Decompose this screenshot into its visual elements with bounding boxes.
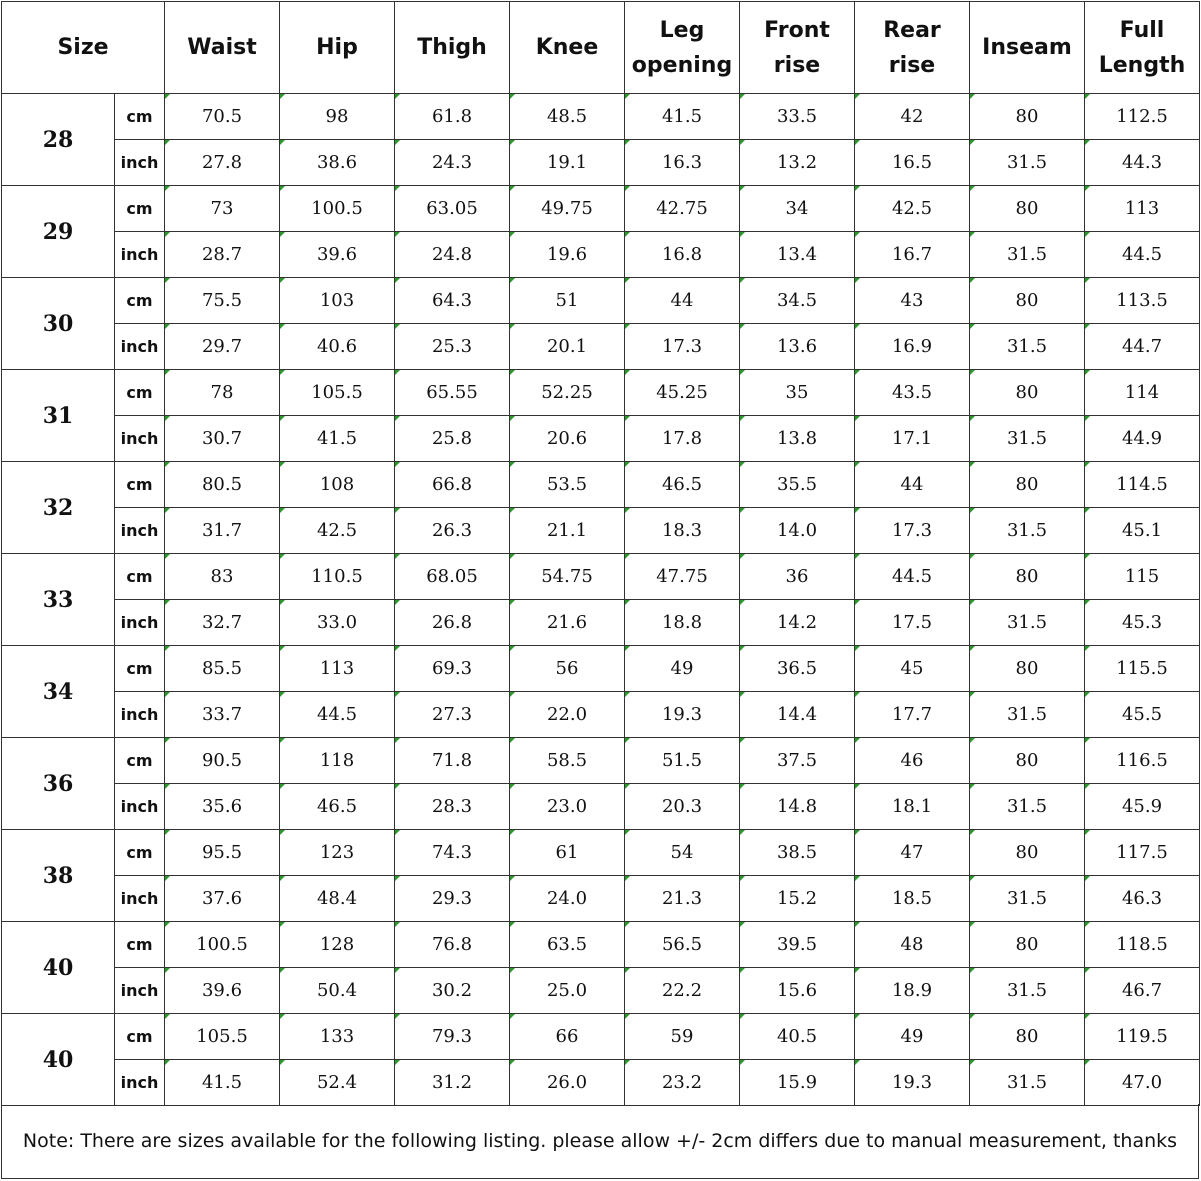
measurement-cell: 14.8 [740,784,855,830]
measurement-cell: 18.8 [625,600,740,646]
measurement-cell: 23.2 [625,1060,740,1106]
measurement-cell: 30.2 [395,968,510,1014]
table-row [2,370,1200,416]
measurement-cell: 42.75 [625,186,740,232]
unit-label-inch: inch [115,692,165,738]
size-label: 38 [2,830,115,922]
measurement-cell: 95.5 [165,830,280,876]
unit-label-inch: inch [115,508,165,554]
measurement-cell: 63.05 [395,186,510,232]
measurement-cell: 33.0 [280,600,395,646]
measurement-cell: 105.5 [165,1014,280,1060]
measurement-cell: 80 [970,186,1085,232]
measurement-cell: 80 [970,1014,1085,1060]
measurement-cell: 45.1 [1085,508,1200,554]
measurement-cell: 33.7 [165,692,280,738]
measurement-cell: 110.5 [280,554,395,600]
unit-label-inch: inch [115,232,165,278]
table-row [2,600,1200,646]
measurement-cell: 123 [280,830,395,876]
measurement-cell: 41.5 [625,94,740,140]
measurement-cell: 19.3 [855,1060,970,1106]
measurement-cell: 24.3 [395,140,510,186]
header-front-rise: Front rise [740,2,855,94]
table-row [2,1014,1200,1060]
header-hip: Hip [280,2,395,94]
measurement-cell: 31.5 [970,692,1085,738]
measurement-cell: 44 [625,278,740,324]
unit-label-cm: cm [115,186,165,232]
measurement-cell: 56.5 [625,922,740,968]
measurement-cell: 26.0 [510,1060,625,1106]
unit-label-cm: cm [115,554,165,600]
measurement-cell: 52.25 [510,370,625,416]
measurement-cell: 100.5 [165,922,280,968]
measurement-cell: 118 [280,738,395,784]
measurement-cell: 31.5 [970,508,1085,554]
measurement-cell: 19.6 [510,232,625,278]
measurement-cell: 44.9 [1085,416,1200,462]
measurement-cell: 42 [855,94,970,140]
measurement-cell: 49 [855,1014,970,1060]
measurement-cell: 16.3 [625,140,740,186]
unit-label-inch: inch [115,416,165,462]
measurement-cell: 31.5 [970,324,1085,370]
measurement-cell: 34.5 [740,278,855,324]
measurement-cell: 45.3 [1085,600,1200,646]
size-label: 34 [2,646,115,738]
size-chart-body [2,94,1200,1106]
measurement-cell: 113.5 [1085,278,1200,324]
measurement-cell: 22.2 [625,968,740,1014]
unit-label-inch: inch [115,876,165,922]
measurement-cell: 116.5 [1085,738,1200,784]
size-label: 31 [2,370,115,462]
measurement-cell: 24.8 [395,232,510,278]
measurement-cell: 45 [855,646,970,692]
header-knee: Knee [510,2,625,94]
table-row [2,738,1200,784]
measurement-cell: 39.6 [280,232,395,278]
table-row [2,1060,1200,1106]
measurement-cell: 42.5 [280,508,395,554]
measurement-cell: 80 [970,738,1085,784]
measurement-cell: 17.1 [855,416,970,462]
size-label: 36 [2,738,115,830]
table-row [2,232,1200,278]
measurement-cell: 27.3 [395,692,510,738]
measurement-cell: 15.6 [740,968,855,1014]
measurement-cell: 119.5 [1085,1014,1200,1060]
table-row [2,784,1200,830]
measurement-cell: 32.7 [165,600,280,646]
unit-label-cm: cm [115,1014,165,1060]
measurement-cell: 46.5 [625,462,740,508]
measurement-cell: 38.5 [740,830,855,876]
size-label: 33 [2,554,115,646]
measurement-cell: 16.7 [855,232,970,278]
measurement-cell: 115.5 [1085,646,1200,692]
measurement-cell: 59 [625,1014,740,1060]
measurement-cell: 54.75 [510,554,625,600]
measurement-cell: 26.8 [395,600,510,646]
measurement-cell: 49.75 [510,186,625,232]
measurement-cell: 61.8 [395,94,510,140]
measurement-cell: 28.7 [165,232,280,278]
unit-label-inch: inch [115,140,165,186]
measurement-cell: 38.6 [280,140,395,186]
measurement-cell: 76.8 [395,922,510,968]
measurement-cell: 31.5 [970,784,1085,830]
measurement-cell: 54 [625,830,740,876]
measurement-cell: 17.7 [855,692,970,738]
table-row [2,508,1200,554]
measurement-cell: 23.0 [510,784,625,830]
measurement-cell: 19.3 [625,692,740,738]
header-rear-rise: Rear rise [855,2,970,94]
measurement-cell: 26.3 [395,508,510,554]
measurement-cell: 21.1 [510,508,625,554]
measurement-cell: 83 [165,554,280,600]
measurement-cell: 61 [510,830,625,876]
unit-label-inch: inch [115,324,165,370]
measurement-cell: 35.6 [165,784,280,830]
measurement-cell: 33.5 [740,94,855,140]
size-label: 28 [2,94,115,186]
measurement-cell: 80.5 [165,462,280,508]
measurement-cell: 50.4 [280,968,395,1014]
measurement-cell: 47 [855,830,970,876]
measurement-cell: 44.3 [1085,140,1200,186]
table-row [2,692,1200,738]
measurement-cell: 80 [970,554,1085,600]
measurement-cell: 20.1 [510,324,625,370]
measurement-cell: 18.1 [855,784,970,830]
unit-label-inch: inch [115,600,165,646]
measurement-cell: 80 [970,278,1085,324]
measurement-cell: 51 [510,278,625,324]
measurement-cell: 36.5 [740,646,855,692]
measurement-cell: 13.4 [740,232,855,278]
measurement-cell: 14.0 [740,508,855,554]
unit-label-inch: inch [115,968,165,1014]
measurement-cell: 113 [280,646,395,692]
measurement-cell: 100.5 [280,186,395,232]
measurement-cell: 41.5 [280,416,395,462]
measurement-cell: 47.75 [625,554,740,600]
measurement-cell: 48.4 [280,876,395,922]
measurement-cell: 68.05 [395,554,510,600]
measurement-cell: 114.5 [1085,462,1200,508]
measurement-cell: 63.5 [510,922,625,968]
measurement-note: Note: There are sizes available for the following listing. please allow +/- 2cm differs due to manual measurement, thanks [1,1104,1199,1179]
measurement-cell: 46.7 [1085,968,1200,1014]
unit-label-cm: cm [115,922,165,968]
measurement-cell: 25.0 [510,968,625,1014]
measurement-cell: 44.5 [855,554,970,600]
header-thigh: Thigh [395,2,510,94]
measurement-cell: 115 [1085,554,1200,600]
measurement-cell: 14.4 [740,692,855,738]
measurement-cell: 18.9 [855,968,970,1014]
table-row [2,554,1200,600]
measurement-cell: 31.5 [970,1060,1085,1106]
measurement-cell: 113 [1085,186,1200,232]
measurement-cell: 34 [740,186,855,232]
measurement-cell: 66.8 [395,462,510,508]
unit-label-cm: cm [115,738,165,784]
measurement-cell: 16.5 [855,140,970,186]
unit-label-cm: cm [115,646,165,692]
measurement-cell: 80 [970,370,1085,416]
measurement-cell: 41.5 [165,1060,280,1106]
measurement-cell: 31.5 [970,968,1085,1014]
measurement-cell: 46.3 [1085,876,1200,922]
header-row [2,2,1200,94]
measurement-cell: 114 [1085,370,1200,416]
table-row [2,922,1200,968]
header-leg-opening: Leg opening [625,2,740,94]
table-row [2,876,1200,922]
unit-label-cm: cm [115,370,165,416]
size-label: 29 [2,186,115,278]
measurement-cell: 108 [280,462,395,508]
header-size: Size [2,2,165,94]
measurement-cell: 39.6 [165,968,280,1014]
measurement-cell: 118.5 [1085,922,1200,968]
size-chart-table [1,1,1200,1106]
measurement-cell: 85.5 [165,646,280,692]
measurement-cell: 16.8 [625,232,740,278]
measurement-cell: 31.5 [970,600,1085,646]
measurement-cell: 24.0 [510,876,625,922]
measurement-cell: 98 [280,94,395,140]
measurement-cell: 43.5 [855,370,970,416]
measurement-cell: 117.5 [1085,830,1200,876]
measurement-cell: 15.9 [740,1060,855,1106]
table-row [2,186,1200,232]
header-full-length: Full Length [1085,2,1200,94]
measurement-cell: 19.1 [510,140,625,186]
unit-label-cm: cm [115,462,165,508]
measurement-cell: 64.3 [395,278,510,324]
measurement-cell: 13.2 [740,140,855,186]
measurement-cell: 31.5 [970,232,1085,278]
measurement-cell: 80 [970,830,1085,876]
measurement-cell: 13.8 [740,416,855,462]
measurement-cell: 17.3 [855,508,970,554]
measurement-cell: 29.3 [395,876,510,922]
measurement-cell: 103 [280,278,395,324]
measurement-cell: 70.5 [165,94,280,140]
measurement-cell: 47.0 [1085,1060,1200,1106]
measurement-cell: 21.3 [625,876,740,922]
measurement-cell: 37.5 [740,738,855,784]
measurement-cell: 31.5 [970,140,1085,186]
table-row [2,830,1200,876]
measurement-cell: 20.6 [510,416,625,462]
measurement-cell: 90.5 [165,738,280,784]
table-row [2,140,1200,186]
measurement-cell: 31.5 [970,876,1085,922]
measurement-cell: 17.5 [855,600,970,646]
measurement-cell: 40.6 [280,324,395,370]
measurement-cell: 21.6 [510,600,625,646]
measurement-cell: 48.5 [510,94,625,140]
measurement-cell: 42.5 [855,186,970,232]
measurement-cell: 35 [740,370,855,416]
size-label: 40 [2,1014,115,1106]
size-label: 30 [2,278,115,370]
table-row [2,968,1200,1014]
measurement-cell: 39.5 [740,922,855,968]
measurement-cell: 46 [855,738,970,784]
measurement-cell: 66 [510,1014,625,1060]
size-label: 40 [2,922,115,1014]
measurement-cell: 80 [970,646,1085,692]
measurement-cell: 22.0 [510,692,625,738]
measurement-cell: 43 [855,278,970,324]
measurement-cell: 45.25 [625,370,740,416]
measurement-cell: 13.6 [740,324,855,370]
measurement-cell: 18.5 [855,876,970,922]
measurement-cell: 112.5 [1085,94,1200,140]
measurement-cell: 25.3 [395,324,510,370]
unit-label-inch: inch [115,1060,165,1106]
measurement-cell: 16.9 [855,324,970,370]
measurement-cell: 78 [165,370,280,416]
measurement-cell: 20.3 [625,784,740,830]
measurement-cell: 17.3 [625,324,740,370]
measurement-cell: 58.5 [510,738,625,784]
measurement-cell: 80 [970,462,1085,508]
unit-label-inch: inch [115,784,165,830]
measurement-cell: 31.7 [165,508,280,554]
unit-label-cm: cm [115,830,165,876]
measurement-cell: 44.5 [1085,232,1200,278]
measurement-cell: 71.8 [395,738,510,784]
measurement-cell: 27.8 [165,140,280,186]
measurement-cell: 65.55 [395,370,510,416]
measurement-cell: 44 [855,462,970,508]
measurement-cell: 56 [510,646,625,692]
measurement-cell: 53.5 [510,462,625,508]
measurement-cell: 44.7 [1085,324,1200,370]
table-row [2,278,1200,324]
measurement-cell: 31.5 [970,416,1085,462]
measurement-cell: 45.5 [1085,692,1200,738]
measurement-cell: 80 [970,922,1085,968]
measurement-cell: 52.4 [280,1060,395,1106]
size-label: 32 [2,462,115,554]
measurement-cell: 45.9 [1085,784,1200,830]
measurement-cell: 29.7 [165,324,280,370]
measurement-cell: 37.6 [165,876,280,922]
measurement-cell: 31.2 [395,1060,510,1106]
measurement-cell: 14.2 [740,600,855,646]
table-row [2,324,1200,370]
header-waist: Waist [165,2,280,94]
measurement-cell: 35.5 [740,462,855,508]
measurement-cell: 15.2 [740,876,855,922]
table-row [2,94,1200,140]
measurement-cell: 75.5 [165,278,280,324]
measurement-cell: 46.5 [280,784,395,830]
unit-label-cm: cm [115,278,165,324]
unit-label-cm: cm [115,94,165,140]
header-inseam: Inseam [970,2,1085,94]
measurement-cell: 79.3 [395,1014,510,1060]
measurement-cell: 73 [165,186,280,232]
measurement-cell: 44.5 [280,692,395,738]
measurement-cell: 49 [625,646,740,692]
measurement-cell: 133 [280,1014,395,1060]
measurement-cell: 105.5 [280,370,395,416]
measurement-cell: 80 [970,94,1085,140]
measurement-cell: 28.3 [395,784,510,830]
measurement-cell: 48 [855,922,970,968]
measurement-cell: 51.5 [625,738,740,784]
measurement-cell: 36 [740,554,855,600]
measurement-cell: 30.7 [165,416,280,462]
table-row [2,462,1200,508]
measurement-cell: 17.8 [625,416,740,462]
measurement-cell: 18.3 [625,508,740,554]
measurement-cell: 25.8 [395,416,510,462]
table-row [2,416,1200,462]
measurement-cell: 128 [280,922,395,968]
measurement-cell: 74.3 [395,830,510,876]
measurement-cell: 69.3 [395,646,510,692]
measurement-cell: 40.5 [740,1014,855,1060]
table-row [2,646,1200,692]
